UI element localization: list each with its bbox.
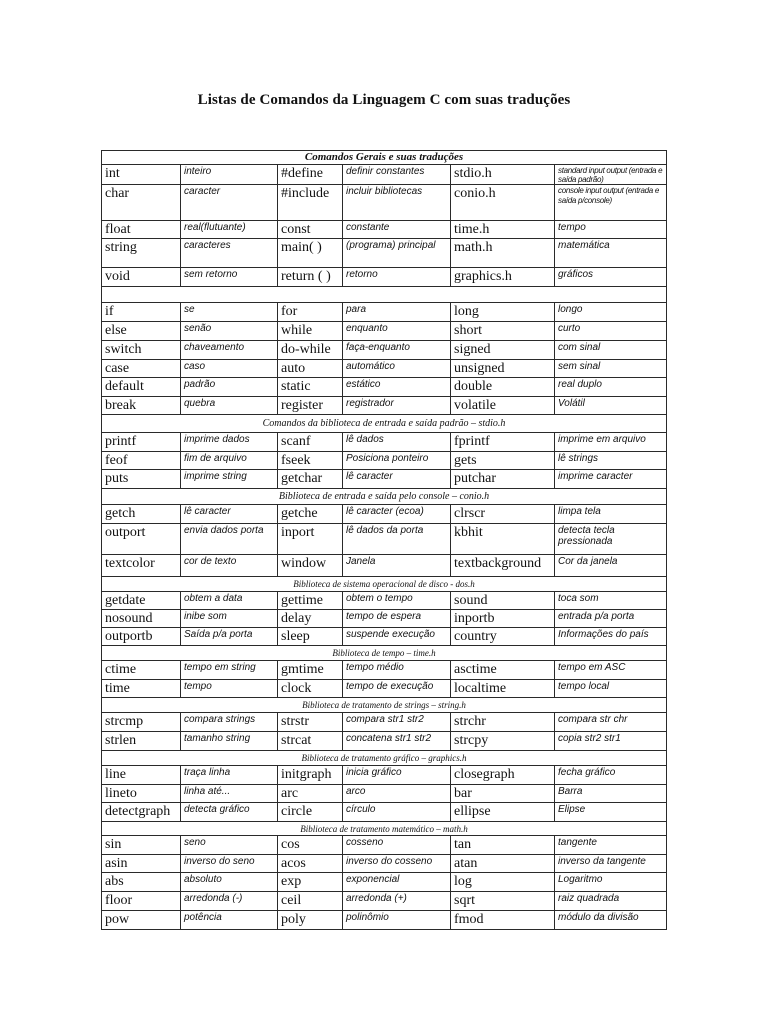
command-cell: kbhit xyxy=(451,523,555,554)
command-cell: getchar xyxy=(278,469,343,488)
command-cell: ctime xyxy=(102,661,181,680)
translation-cell: Janela xyxy=(343,554,451,576)
translation-cell: sem sinal xyxy=(555,359,667,377)
translation-cell: arredonda (-) xyxy=(181,891,278,910)
command-cell: const xyxy=(278,221,343,239)
table-row xyxy=(102,451,667,469)
translation-cell: imprime caracter xyxy=(555,469,667,488)
translation-cell: entrada p/a porta xyxy=(555,609,667,627)
command-cell: main( ) xyxy=(278,239,343,268)
command-cell: auto xyxy=(278,359,343,377)
command-cell: sleep xyxy=(278,628,343,646)
command-cell: do-while xyxy=(278,340,343,359)
command-cell: printf xyxy=(102,432,181,451)
command-cell: atan xyxy=(451,855,555,873)
section-header-row xyxy=(102,488,667,504)
section-header: Biblioteca de tratamento de strings – string.h xyxy=(102,698,667,713)
table-row xyxy=(102,504,667,523)
command-cell: static xyxy=(278,377,343,396)
translation-cell: Logaritmo xyxy=(555,873,667,891)
translation-cell: caracteres xyxy=(181,239,278,268)
command-cell: volatile xyxy=(451,396,555,414)
section-header: Comandos Gerais e suas traduções xyxy=(102,151,667,165)
command-cell: fprintf xyxy=(451,432,555,451)
command-cell: conio.h xyxy=(451,185,555,221)
translation-cell: tempo xyxy=(181,680,278,698)
commands-table xyxy=(101,150,667,930)
table-row xyxy=(102,268,667,287)
section-header: Biblioteca de tratamento matemático – math.h xyxy=(102,822,667,836)
translation-cell: caracter xyxy=(181,185,278,221)
command-cell: for xyxy=(278,303,343,322)
command-cell: textbackground xyxy=(451,554,555,576)
command-cell: window xyxy=(278,554,343,576)
command-cell: default xyxy=(102,377,181,396)
command-cell: ceil xyxy=(278,891,343,910)
translation-cell: quebra xyxy=(181,396,278,414)
table-row xyxy=(102,766,667,785)
translation-cell: retorno xyxy=(343,268,451,287)
table-row xyxy=(102,377,667,396)
translation-cell: limpa tela xyxy=(555,504,667,523)
translation-cell: obtem o tempo xyxy=(343,591,451,609)
command-cell: getche xyxy=(278,504,343,523)
command-cell: delay xyxy=(278,609,343,627)
table-row xyxy=(102,221,667,239)
table-row xyxy=(102,396,667,414)
command-cell: int xyxy=(102,165,181,185)
command-cell: switch xyxy=(102,340,181,359)
command-cell: case xyxy=(102,359,181,377)
command-cell: stdio.h xyxy=(451,165,555,185)
command-cell: strstr xyxy=(278,713,343,732)
translation-cell: absoluto xyxy=(181,873,278,891)
command-cell: outport xyxy=(102,523,181,554)
translation-cell: tamanho string xyxy=(181,732,278,751)
table-row xyxy=(102,836,667,855)
translation-cell: seno xyxy=(181,836,278,855)
translation-cell: Informações do país xyxy=(555,628,667,646)
translation-cell: arco xyxy=(343,785,451,803)
command-cell: outportb xyxy=(102,628,181,646)
command-cell: localtime xyxy=(451,680,555,698)
command-cell: asctime xyxy=(451,661,555,680)
translation-cell: compara str chr xyxy=(555,713,667,732)
command-cell: float xyxy=(102,221,181,239)
command-cell: signed xyxy=(451,340,555,359)
table-row xyxy=(102,680,667,698)
translation-cell: padrão xyxy=(181,377,278,396)
command-cell: puts xyxy=(102,469,181,488)
translation-cell: gráficos xyxy=(555,268,667,287)
translation-cell: estático xyxy=(343,377,451,396)
command-cell: textcolor xyxy=(102,554,181,576)
translation-cell: polinômio xyxy=(343,910,451,929)
command-cell: sqrt xyxy=(451,891,555,910)
translation-cell: inibe som xyxy=(181,609,278,627)
translation-cell: compara strings xyxy=(181,713,278,732)
translation-cell: copia str2 str1 xyxy=(555,732,667,751)
table-row xyxy=(102,322,667,340)
table-row xyxy=(102,855,667,873)
table-row xyxy=(102,609,667,627)
translation-cell: senão xyxy=(181,322,278,340)
table-row xyxy=(102,523,667,554)
translation-cell: tempo em string xyxy=(181,661,278,680)
translation-cell: toca som xyxy=(555,591,667,609)
section-header: Comandos da biblioteca de entrada e saída padrão – stdio.h xyxy=(102,414,667,432)
command-cell: string xyxy=(102,239,181,268)
translation-cell: suspende execução xyxy=(343,628,451,646)
translation-cell: tempo em ASC xyxy=(555,661,667,680)
translation-cell: inteiro xyxy=(181,165,278,185)
translation-cell: traça linha xyxy=(181,766,278,785)
command-cell: graphics.h xyxy=(451,268,555,287)
command-cell: line xyxy=(102,766,181,785)
section-header: Biblioteca de entrada e saída pelo console – conio.h xyxy=(102,488,667,504)
command-cell: getch xyxy=(102,504,181,523)
table-row xyxy=(102,591,667,609)
command-cell: log xyxy=(451,873,555,891)
section-header-row xyxy=(102,698,667,713)
translation-cell: potência xyxy=(181,910,278,929)
translation-cell: módulo da divisão xyxy=(555,910,667,929)
translation-cell: chaveamento xyxy=(181,340,278,359)
translation-cell: (programa) principal xyxy=(343,239,451,268)
table-row xyxy=(102,910,667,929)
command-cell: clrscr xyxy=(451,504,555,523)
command-cell: #define xyxy=(278,165,343,185)
section-header: Biblioteca de tratamento gráfico – graphics.h xyxy=(102,751,667,766)
translation-cell: inverso do seno xyxy=(181,855,278,873)
translation-cell: arredonda (+) xyxy=(343,891,451,910)
translation-cell: se xyxy=(181,303,278,322)
table-row xyxy=(102,873,667,891)
translation-cell: lê caracter xyxy=(181,504,278,523)
translation-cell: exponencial xyxy=(343,873,451,891)
translation-cell: fim de arquivo xyxy=(181,451,278,469)
command-cell: void xyxy=(102,268,181,287)
translation-cell: lê dados da porta xyxy=(343,523,451,554)
command-cell: strcpy xyxy=(451,732,555,751)
command-cell: getdate xyxy=(102,591,181,609)
command-cell: strchr xyxy=(451,713,555,732)
translation-cell: longo xyxy=(555,303,667,322)
command-cell: inportb xyxy=(451,609,555,627)
translation-cell: definir constantes xyxy=(343,165,451,185)
command-cell: asin xyxy=(102,855,181,873)
table-row xyxy=(102,340,667,359)
command-cell: detectgraph xyxy=(102,803,181,822)
command-cell: feof xyxy=(102,451,181,469)
section-header: Biblioteca de tempo – time.h xyxy=(102,646,667,661)
translation-cell: tangente xyxy=(555,836,667,855)
translation-cell: standard input output (entrada e saída padrão) xyxy=(555,165,667,185)
command-cell: sin xyxy=(102,836,181,855)
command-cell: acos xyxy=(278,855,343,873)
command-cell: lineto xyxy=(102,785,181,803)
translation-cell: Volátil xyxy=(555,396,667,414)
table-row xyxy=(102,803,667,822)
translation-cell: tempo médio xyxy=(343,661,451,680)
translation-cell: real duplo xyxy=(555,377,667,396)
translation-cell: obtem a data xyxy=(181,591,278,609)
command-cell: #include xyxy=(278,185,343,221)
section-header-row xyxy=(102,646,667,661)
table-row xyxy=(102,359,667,377)
command-cell: clock xyxy=(278,680,343,698)
command-cell: while xyxy=(278,322,343,340)
page-title: Listas de Comandos da Linguagem C com suas traduções xyxy=(197,92,571,108)
command-cell: break xyxy=(102,396,181,414)
translation-cell: tempo xyxy=(555,221,667,239)
translation-cell: Barra xyxy=(555,785,667,803)
command-cell: gmtime xyxy=(278,661,343,680)
table-row xyxy=(102,732,667,751)
translation-cell: curto xyxy=(555,322,667,340)
table-row xyxy=(102,713,667,732)
command-cell: register xyxy=(278,396,343,414)
translation-cell: envia dados porta xyxy=(181,523,278,554)
translation-cell: matemática xyxy=(555,239,667,268)
command-cell: initgraph xyxy=(278,766,343,785)
section-header-row xyxy=(102,751,667,766)
command-cell: long xyxy=(451,303,555,322)
command-cell: strlen xyxy=(102,732,181,751)
translation-cell: sem retorno xyxy=(181,268,278,287)
table-row xyxy=(102,239,667,268)
table-row xyxy=(102,303,667,322)
section-header xyxy=(102,287,667,303)
table-row xyxy=(102,185,667,221)
command-cell: fmod xyxy=(451,910,555,929)
translation-cell: imprime em arquivo xyxy=(555,432,667,451)
translation-cell: linha até... xyxy=(181,785,278,803)
translation-cell: faça-enquanto xyxy=(343,340,451,359)
command-cell: short xyxy=(451,322,555,340)
table-row xyxy=(102,891,667,910)
table-row xyxy=(102,432,667,451)
command-cell: unsigned xyxy=(451,359,555,377)
section-header-row xyxy=(102,151,667,165)
translation-cell: concatena str1 str2 xyxy=(343,732,451,751)
translation-cell: círculo xyxy=(343,803,451,822)
command-cell: gettime xyxy=(278,591,343,609)
translation-cell: cor de texto xyxy=(181,554,278,576)
table-row xyxy=(102,554,667,576)
translation-cell: tempo de execução xyxy=(343,680,451,698)
command-cell: abs xyxy=(102,873,181,891)
command-cell: return ( ) xyxy=(278,268,343,287)
translation-cell: incluir bibliotecas xyxy=(343,185,451,221)
translation-cell: detecta gráfico xyxy=(181,803,278,822)
command-cell: circle xyxy=(278,803,343,822)
command-cell: strcat xyxy=(278,732,343,751)
command-cell: arc xyxy=(278,785,343,803)
translation-cell: compara str1 str2 xyxy=(343,713,451,732)
translation-cell: constante xyxy=(343,221,451,239)
translation-cell: inicia gráfico xyxy=(343,766,451,785)
command-cell: if xyxy=(102,303,181,322)
section-header: Biblioteca de sistema operacional de disco - dos.h xyxy=(102,576,667,591)
command-cell: bar xyxy=(451,785,555,803)
section-header-row xyxy=(102,287,667,303)
command-cell: time xyxy=(102,680,181,698)
translation-cell: cosseno xyxy=(343,836,451,855)
command-cell: cos xyxy=(278,836,343,855)
command-cell: char xyxy=(102,185,181,221)
table-row xyxy=(102,628,667,646)
command-cell: inport xyxy=(278,523,343,554)
translation-cell: para xyxy=(343,303,451,322)
table-row xyxy=(102,165,667,185)
table-row xyxy=(102,785,667,803)
table-row xyxy=(102,469,667,488)
translation-cell: registrador xyxy=(343,396,451,414)
section-header-row xyxy=(102,576,667,591)
command-cell: double xyxy=(451,377,555,396)
command-cell: else xyxy=(102,322,181,340)
command-cell: floor xyxy=(102,891,181,910)
command-cell: nosound xyxy=(102,609,181,627)
command-cell: poly xyxy=(278,910,343,929)
command-cell: fseek xyxy=(278,451,343,469)
translation-cell: caso xyxy=(181,359,278,377)
command-cell: time.h xyxy=(451,221,555,239)
translation-cell: tempo local xyxy=(555,680,667,698)
translation-cell: lê caracter (ecoa) xyxy=(343,504,451,523)
translation-cell: inverso do cosseno xyxy=(343,855,451,873)
translation-cell: inverso da tangente xyxy=(555,855,667,873)
translation-cell: imprime string xyxy=(181,469,278,488)
section-header-row xyxy=(102,822,667,836)
command-cell: strcmp xyxy=(102,713,181,732)
translation-cell: fecha gráfico xyxy=(555,766,667,785)
command-cell: ellipse xyxy=(451,803,555,822)
command-cell: math.h xyxy=(451,239,555,268)
command-cell: pow xyxy=(102,910,181,929)
translation-cell: imprime dados xyxy=(181,432,278,451)
translation-cell: Posiciona ponteiro xyxy=(343,451,451,469)
translation-cell: Cor da janela xyxy=(555,554,667,576)
command-cell: country xyxy=(451,628,555,646)
command-cell: sound xyxy=(451,591,555,609)
translation-cell: enquanto xyxy=(343,322,451,340)
translation-cell: com sinal xyxy=(555,340,667,359)
command-cell: scanf xyxy=(278,432,343,451)
translation-cell: tempo de espera xyxy=(343,609,451,627)
command-cell: gets xyxy=(451,451,555,469)
translation-cell: console input output (entrada e saída p/console) xyxy=(555,185,667,221)
translation-cell: lê dados xyxy=(343,432,451,451)
translation-cell: lê caracter xyxy=(343,469,451,488)
table-row xyxy=(102,661,667,680)
command-cell: putchar xyxy=(451,469,555,488)
translation-cell: lê strings xyxy=(555,451,667,469)
command-cell: tan xyxy=(451,836,555,855)
translation-cell: detecta tecla pressionada xyxy=(555,523,667,554)
translation-cell: automático xyxy=(343,359,451,377)
command-cell: closegraph xyxy=(451,766,555,785)
command-cell: exp xyxy=(278,873,343,891)
translation-cell: raiz quadrada xyxy=(555,891,667,910)
translation-cell: Elipse xyxy=(555,803,667,822)
translation-cell: real(flutuante) xyxy=(181,221,278,239)
translation-cell: Saída p/a porta xyxy=(181,628,278,646)
section-header-row xyxy=(102,414,667,432)
